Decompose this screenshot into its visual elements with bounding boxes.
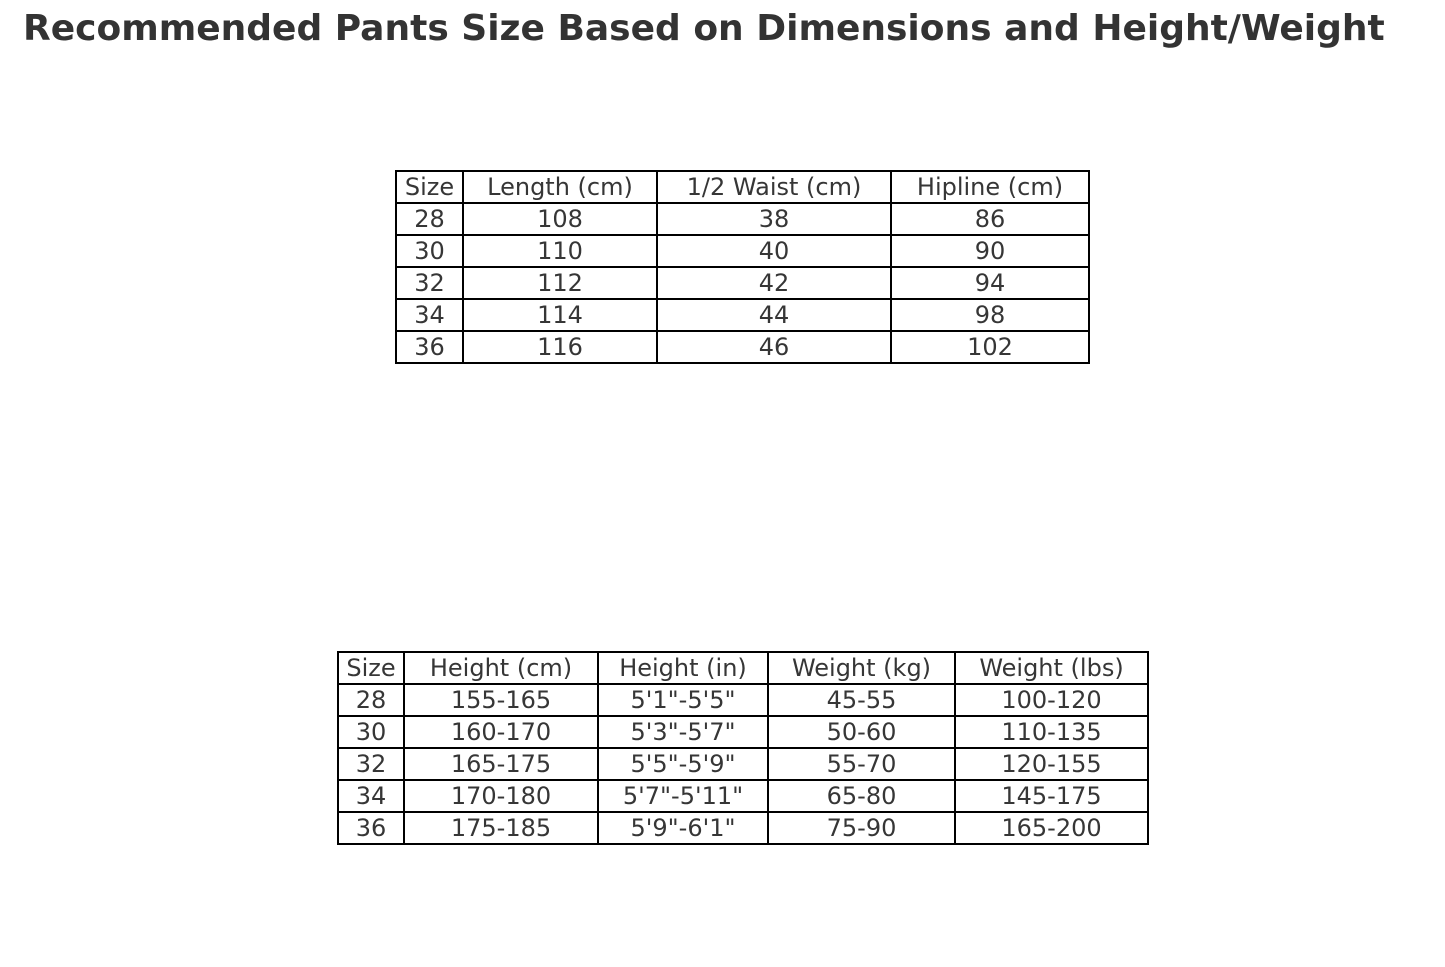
table-row <box>396 235 1089 267</box>
table-cell: 5'7"-5'11" <box>598 780 768 812</box>
table-cell: 120-155 <box>955 748 1148 780</box>
table-cell: 28 <box>338 684 404 716</box>
table-row <box>396 203 1089 235</box>
table-cell: 110 <box>463 235 657 267</box>
table-cell: 145-175 <box>955 780 1148 812</box>
table-cell: 34 <box>396 299 463 331</box>
table-cell: 5'3"-5'7" <box>598 716 768 748</box>
table-row <box>338 716 1148 748</box>
table-cell: 32 <box>338 748 404 780</box>
table-header-row <box>396 171 1089 203</box>
table-cell: 110-135 <box>955 716 1148 748</box>
height-weight-table <box>337 651 1149 845</box>
table-cell: 175-185 <box>404 812 598 844</box>
table-cell: 42 <box>657 267 891 299</box>
table-cell: 36 <box>338 812 404 844</box>
table-cell: 160-170 <box>404 716 598 748</box>
table-cell: 112 <box>463 267 657 299</box>
table-cell: 5'5"-5'9" <box>598 748 768 780</box>
table-row <box>396 299 1089 331</box>
table-cell: 65-80 <box>768 780 955 812</box>
table-header-cell: Height (in) <box>598 652 768 684</box>
table-header-cell: Size <box>338 652 404 684</box>
table-header-cell: Hipline (cm) <box>891 171 1089 203</box>
table-cell: 102 <box>891 331 1089 363</box>
table-cell: 75-90 <box>768 812 955 844</box>
table-cell: 32 <box>396 267 463 299</box>
table-cell: 108 <box>463 203 657 235</box>
table-row <box>338 780 1148 812</box>
table-row <box>338 748 1148 780</box>
table-row <box>338 812 1148 844</box>
table-row <box>338 684 1148 716</box>
table-header-cell: Height (cm) <box>404 652 598 684</box>
table-cell: 5'1"-5'5" <box>598 684 768 716</box>
table-cell: 45-55 <box>768 684 955 716</box>
table-row <box>396 267 1089 299</box>
table-cell: 34 <box>338 780 404 812</box>
table-header-cell: Weight (kg) <box>768 652 955 684</box>
table-cell: 114 <box>463 299 657 331</box>
table-cell: 116 <box>463 331 657 363</box>
table-cell: 55-70 <box>768 748 955 780</box>
table-cell: 165-200 <box>955 812 1148 844</box>
table-cell: 50-60 <box>768 716 955 748</box>
table-header-cell: 1/2 Waist (cm) <box>657 171 891 203</box>
table-cell: 170-180 <box>404 780 598 812</box>
table-cell: 30 <box>396 235 463 267</box>
table-cell: 98 <box>891 299 1089 331</box>
table-row <box>396 331 1089 363</box>
table-header-cell: Length (cm) <box>463 171 657 203</box>
table-cell: 100-120 <box>955 684 1148 716</box>
table-cell: 44 <box>657 299 891 331</box>
table-cell: 28 <box>396 203 463 235</box>
table-cell: 46 <box>657 331 891 363</box>
table-cell: 155-165 <box>404 684 598 716</box>
table-cell: 30 <box>338 716 404 748</box>
figure-title: Recommended Pants Size Based on Dimensions and Height/Weight <box>23 8 1385 49</box>
table-cell: 40 <box>657 235 891 267</box>
table-cell: 36 <box>396 331 463 363</box>
table-cell: 38 <box>657 203 891 235</box>
table-header-cell: Size <box>396 171 463 203</box>
table-cell: 165-175 <box>404 748 598 780</box>
table-cell: 94 <box>891 267 1089 299</box>
pants-dimensions-table <box>395 170 1090 364</box>
table-header-cell: Weight (lbs) <box>955 652 1148 684</box>
table-cell: 90 <box>891 235 1089 267</box>
table-header-row <box>338 652 1148 684</box>
table-cell: 5'9"-6'1" <box>598 812 768 844</box>
table-cell: 86 <box>891 203 1089 235</box>
